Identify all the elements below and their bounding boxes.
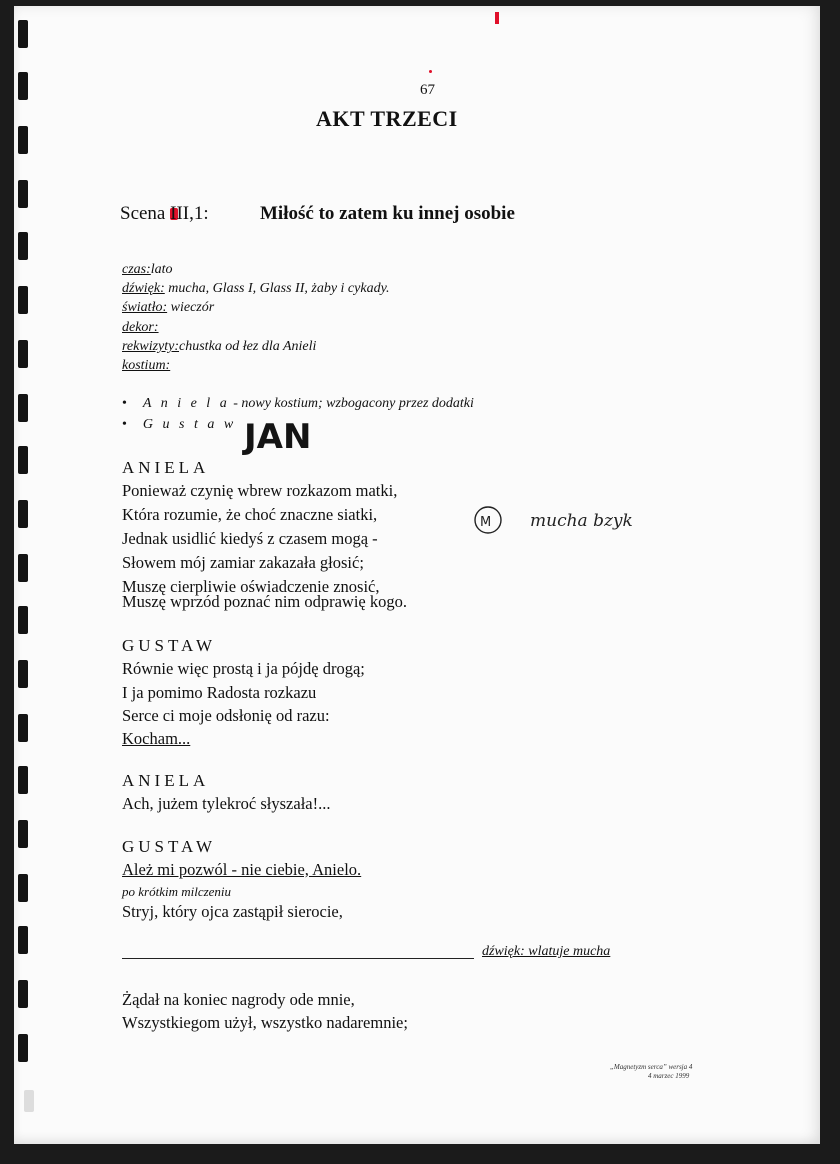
red-ink-mark: [495, 12, 499, 24]
meta-costume: kostium:: [122, 358, 171, 373]
costume-item: • A n i e l a - nowy kostium; wzbogacony przez dodatki: [122, 396, 474, 411]
scene-title: Miłość to zatem ku innej osobie: [260, 203, 515, 224]
binding-holes: [0, 0, 40, 1164]
speaker-name: GUSTAW: [122, 837, 216, 856]
meta-light: światło: wieczór: [122, 300, 215, 315]
stage-direction: po krótkim milczeniu: [122, 884, 232, 899]
dialogue-line: Ależ mi pozwól - nie ciebie, Anielo.: [122, 860, 362, 879]
dialogue-line: Jednak usidlić kiedyś z czasem mogą -: [122, 529, 378, 548]
costume-item: • G u s t a w: [122, 417, 237, 432]
handwritten-jan: [240, 408, 350, 464]
speaker-name: ANIELA: [122, 458, 210, 477]
dialogue-line: Słowem mój zamiar zakazała głosić;: [122, 553, 364, 572]
dialogue-line: Równie więc prostą i ja pójdę drogą;: [122, 659, 365, 678]
dialogue-line: Stryj, który ojca zastąpił sierocie,: [122, 902, 343, 921]
speaker-name: ANIELA: [122, 771, 210, 790]
divider-line: [122, 958, 474, 959]
dialogue-line: Ponieważ czynię wbrew rozkazom matki,: [122, 481, 398, 500]
dialogue-line: Muszę cierpliwie oświadczenie znosić,: [122, 577, 380, 596]
meta-time: czas:lato: [122, 262, 173, 277]
svg-text:mucha bzyk: mucha bzyk: [530, 511, 633, 531]
meta-sound: dźwięk: mucha, Glass I, Glass II, żaby i cykady.: [122, 281, 390, 296]
red-ink-dot: [429, 70, 432, 73]
dialogue-line: Ach, jużem tylekroć słyszała!...: [122, 794, 331, 813]
document-page: [14, 6, 820, 1144]
act-title: AKT TRZECI: [316, 106, 458, 131]
page-number: 67: [420, 82, 435, 98]
svg-text:M: M: [480, 515, 492, 530]
dialogue-line: Serce ci moje odsłonię od razu:: [122, 706, 330, 725]
footer-date: 4 marzec 1999: [648, 1072, 690, 1080]
handwritten-margin-note: [468, 500, 698, 544]
dialogue-line: Żądał na koniec nagrody ode mnie,: [122, 990, 355, 1009]
dialogue-line: Kocham...: [122, 729, 191, 748]
meta-props: rekwizyty:chustka od łez dla Anieli: [122, 339, 317, 354]
dialogue-line: Muszę wprzód poznać nim odprawię kogo.: [122, 592, 408, 611]
sound-cue: dźwięk: wlatuje mucha: [482, 944, 611, 959]
meta-set: dekor:: [122, 320, 159, 335]
svg-text:JAN: JAN: [244, 417, 312, 457]
speaker-name: GUSTAW: [122, 636, 216, 655]
dialogue-line: Która rozumie, że choć znaczne siatki,: [122, 505, 378, 524]
dialogue-line: Wszystkiegom użył, wszystko nadaremnie;: [122, 1013, 408, 1032]
scene-label: Scena III,1:: [120, 203, 209, 224]
footer-version: „Magnetyzm serca” wersja 4: [610, 1063, 693, 1071]
dialogue-line: I ja pomimo Radosta rozkazu: [122, 683, 317, 702]
